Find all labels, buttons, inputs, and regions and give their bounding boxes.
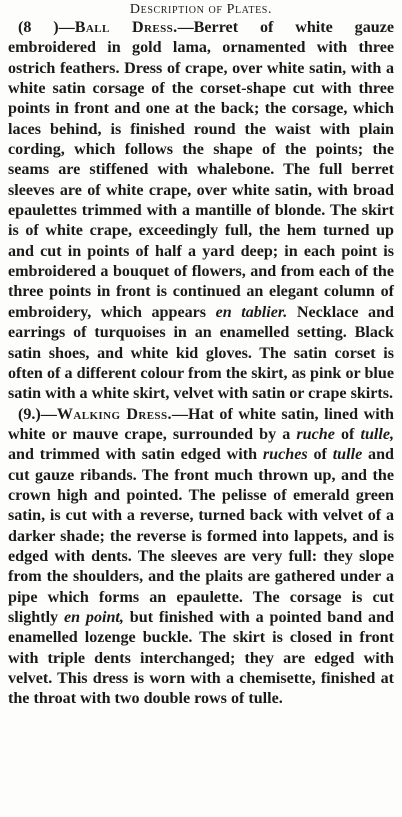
text-run: and trimmed with satin edged with: [8, 446, 263, 464]
italic-phrase: tulle,: [360, 425, 395, 443]
text-run: Hat of white satin, lined with white or mauve crape, surrounded by a: [8, 405, 394, 443]
plate-heading: Walking Dress.: [56, 405, 172, 423]
italic-phrase: ruche: [296, 425, 335, 443]
text-run: of: [307, 446, 333, 464]
paragraph-ball-dress: [8, 18, 394, 405]
paragraph-body: [8, 406, 394, 708]
plate-heading: Ball Dress.: [74, 19, 178, 36]
text-run: Necklace and earrings of turquoises in an enamelled setting. Black satin shoes, and white kid gloves. The satin corset is often of a different colour from the skirt, as pink or blue satin with a white skirt, velvet with satin or crape skirts.: [8, 303, 394, 403]
em-dash: —: [171, 405, 188, 423]
italic-phrase: ruches: [262, 446, 308, 464]
document-body: [8, 18, 394, 710]
em-dash: —: [40, 405, 57, 423]
paragraph-body: [8, 19, 394, 402]
italic-phrase: tulle: [332, 446, 363, 464]
paragraph-walking-dress: [8, 405, 394, 710]
text-run: and cut gauze ribands. The front much thrown up, and the crown high and pointed. The pelisse of emerald green satin, is cut with a reverse, turned back with velvet of a darker shade; the reverse is formed into lappets, and is edged with dents. The sleeves are very full: they slope from the shoulders, and the plaits are gathered under a pipe which forms an epaulette. The corsage is cut slightly: [8, 446, 394, 626]
plate-number: (9.): [18, 405, 41, 423]
italic-phrase: en point,: [63, 608, 124, 626]
em-dash: —: [58, 19, 75, 36]
plate-number: (8 ): [18, 19, 59, 36]
italic-phrase: en tablier.: [215, 303, 288, 321]
text-run: Berret of white gauze embroidered in gold lama, ornamented with three ostrich feathers. Dress of crape, over white satin, with a white satin corsage of the corset-shape cut with three points in front and one at the back; the corsage, which laces behind, is finished round the waist with plain cording, which follows the shape of the points; the seams are stiffened with whalebone. The full berret sleeves are of white crape, over white satin, with broad epaulettes trimmed with a mantille of blonde. The skirt is of white crape, exceedingly full, the hem turned up and cut in points of half a yard deep; in each point is embroidered a bouquet of flowers, and from each of the three points in front is continued an elegant column of embroidery, which appears: [8, 19, 395, 321]
em-dash: —: [177, 19, 194, 36]
text-run: but finished with a pointed band and enamelled lozenge buckle. The skirt is closed in front with triple dents interchanged; they are edged with velvet. This dress is worn with a chemisette, finished at the throat with two double rows of tulle.: [8, 608, 394, 708]
text-run: of: [334, 425, 361, 443]
page-header: Description of Plates.: [129, 2, 273, 17]
